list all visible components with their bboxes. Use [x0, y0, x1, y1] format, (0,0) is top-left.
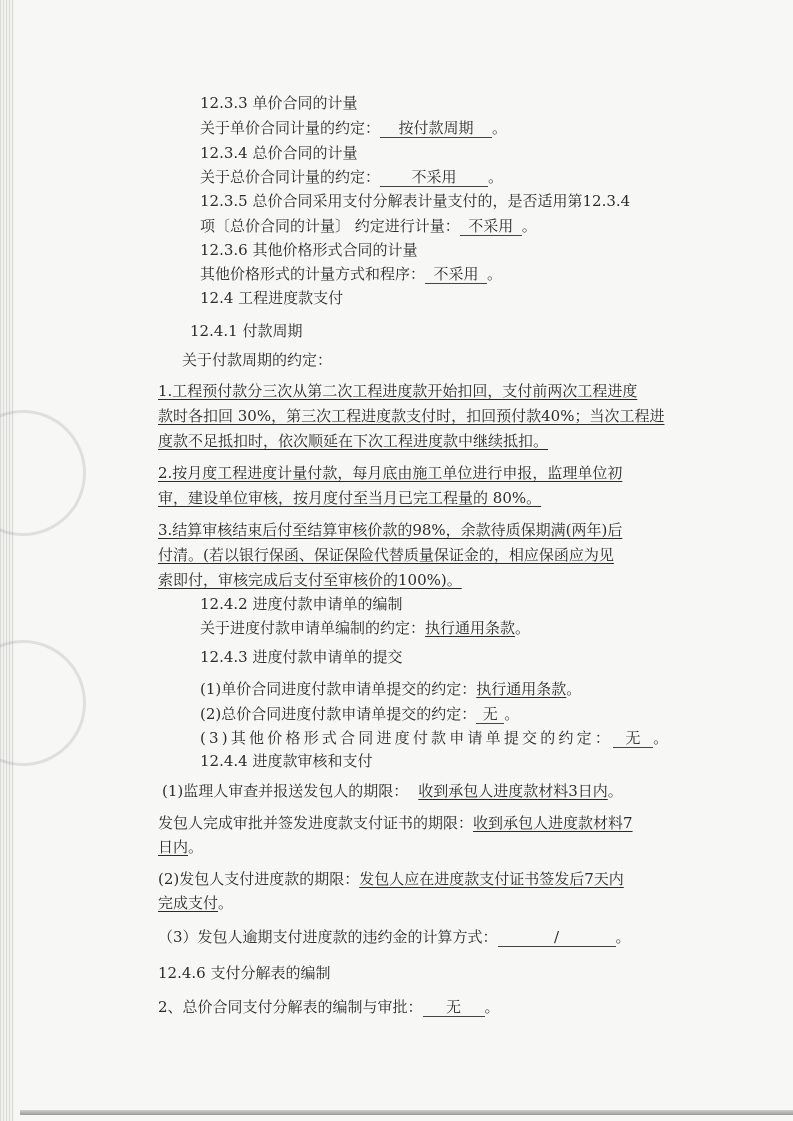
faded-stamp — [0, 640, 86, 766]
clause-line — [200, 117, 507, 139]
clause-line — [158, 892, 233, 914]
label: (1)监理人审查并报送发包人的期限： — [162, 782, 409, 800]
clause-line — [200, 166, 503, 188]
filled-value: 完成支付 — [158, 894, 219, 912]
payment-term-2: 审，建设单位审核，按月度付至当月已完工程量的 80%。 — [158, 489, 542, 507]
clause-line — [200, 727, 671, 749]
filled-value: 不采用 — [460, 217, 522, 236]
filled-value: 收到承包人进度款材料3日内 — [418, 782, 608, 800]
filled-value: 日内 — [158, 838, 189, 856]
clause-line — [158, 996, 500, 1018]
scan-bottom-edge — [20, 1110, 793, 1115]
filled-value: 无 — [613, 729, 653, 748]
punct: 。 — [188, 838, 204, 856]
clause-12-4-4: 12.4.4 进度款审核和支付 — [200, 752, 373, 770]
label: 其他价格形式的计量方式和程序： — [200, 265, 426, 283]
filled-value: / — [498, 928, 616, 947]
punct: 。 — [515, 619, 531, 637]
filled-value: 按付款周期 — [380, 119, 492, 138]
clause-line — [158, 812, 633, 834]
payment-term-1: 1.工程预付款分三次从第二次工程进度款开始扣回，支付前两次工程进度 — [158, 382, 638, 400]
clause-line — [200, 215, 537, 237]
payment-term-1: 款时各扣回 30%，第三次工程进度款支付时，扣回预付款40%；当次工程进 — [158, 407, 665, 425]
punct: 。 — [653, 729, 672, 747]
punct: 。 — [488, 168, 504, 186]
payment-cycle-label: 关于付款周期的约定： — [182, 351, 333, 369]
label: (2)总价合同进度付款申请单提交的约定： — [200, 705, 477, 723]
label: （3）发包人逾期支付进度款的违约金的计算方式： — [158, 928, 498, 946]
payment-term-2: 2.按月度工程进度计量付款，每月底由施工单位进行申报，监理单位初 — [158, 464, 623, 482]
label: 关于进度付款申请单编制的约定： — [200, 619, 426, 637]
label: 2、总价合同支付分解表的编制与审批： — [158, 998, 423, 1016]
payment-term-3: 索即付，审核完成后支付至审核价的100%)。 — [158, 571, 462, 589]
filled-value: 不采用 — [425, 265, 487, 284]
filled-value: 无 — [423, 998, 485, 1017]
punct: 。 — [487, 265, 503, 283]
label: (2)发包人支付进度款的期限： — [158, 870, 360, 888]
faded-stamp — [0, 410, 86, 536]
filled-value: 执行通用条款 — [476, 680, 567, 698]
clause-line — [162, 780, 623, 802]
clause-12-4-3: 12.4.3 进度付款申请单的提交 — [200, 648, 403, 666]
punct: 。 — [504, 705, 520, 723]
page-edge — [0, 0, 14, 1121]
label: 项〔总价合同的计量〕 约定进行计量： — [200, 217, 460, 235]
filled-value: 不采用 — [380, 168, 488, 187]
clause-line — [158, 836, 203, 858]
clause-12-3-5: 12.3.5 总价合同采用支付分解表计量支付的，是否适用第12.3.4 — [200, 192, 631, 210]
clause-line — [200, 678, 581, 700]
label: 关于总价合同计量的约定： — [200, 168, 381, 186]
punct: 。 — [521, 217, 537, 235]
punct: 。 — [607, 782, 623, 800]
clause-line — [200, 263, 502, 285]
label: (1)单价合同进度付款申请单提交的约定： — [200, 680, 477, 698]
payment-term-3: 3.结算审核结束后付至结算审核价款的98%，余款待质保期满(两年)后 — [158, 521, 623, 539]
punct: 。 — [492, 119, 508, 137]
label: 发包人完成审批并签发进度款支付证书的期限： — [158, 814, 474, 832]
clause-12-4-1: 12.4.1 付款周期 — [190, 322, 303, 340]
clause-12-3-4: 12.3.4 总价合同的计量 — [200, 144, 358, 162]
filled-value: 发包人应在进度款支付证书签发后7天内 — [359, 870, 624, 888]
label: 关于单价合同计量的约定： — [200, 119, 381, 137]
clause-line — [158, 926, 631, 948]
clause-line — [158, 868, 624, 890]
filled-value: 收到承包人进度款材料7 — [473, 814, 633, 832]
punct: 。 — [218, 894, 234, 912]
filled-value: 无 — [476, 705, 504, 724]
punct: 。 — [484, 998, 500, 1016]
section-12-4: 12.4 工程进度款支付 — [200, 289, 344, 307]
clause-12-4-6: 12.4.6 支付分解表的编制 — [158, 964, 331, 982]
payment-term-3: 付清。(若以银行保函、保证保险代替质量保证金的，相应保函应为见 — [158, 546, 614, 564]
punct: 。 — [615, 928, 631, 946]
clause-12-3-6: 12.3.6 其他价格形式合同的计量 — [200, 241, 418, 259]
clause-line — [200, 703, 519, 725]
filled-value: 执行通用条款 — [425, 619, 516, 637]
punct: 。 — [566, 680, 582, 698]
payment-term-1: 度款不足抵扣时，依次顺延在下次工程进度款中继续抵扣。 — [158, 432, 549, 450]
clause-line — [200, 617, 530, 639]
clause-12-3-3: 12.3.3 单价合同的计量 — [200, 94, 358, 112]
clause-12-4-2: 12.4.2 进度付款申请单的编制 — [200, 595, 403, 613]
label: (3)其他价格形式合同进度付款申请单提交的约定： — [200, 729, 614, 747]
